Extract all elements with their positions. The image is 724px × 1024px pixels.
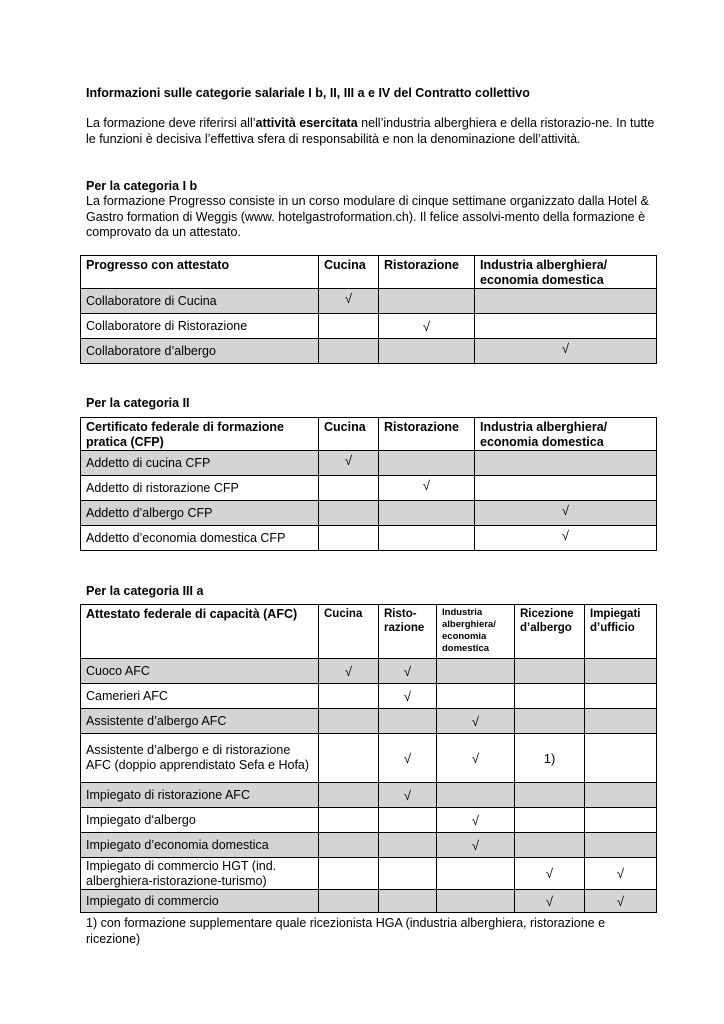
check-mark: √ [319, 659, 379, 684]
row-label: Addetto di ristorazione CFP [81, 476, 319, 501]
table-cell [319, 476, 379, 501]
table-cell [379, 858, 437, 890]
section-heading-cat-ib: Per la categoria I b [86, 179, 198, 193]
column-header: Progresso con attestato [81, 256, 319, 289]
column-header: Industria alberghiera/ economia domestica [475, 256, 657, 289]
check-mark: √ [379, 659, 437, 684]
table-cell [585, 808, 657, 833]
table-cell [585, 783, 657, 808]
table-cell [437, 858, 515, 890]
table-cell [515, 808, 585, 833]
table-cell [379, 833, 437, 858]
table-cat-ib [80, 255, 657, 364]
row-label: Assistente d’albergo AFC [81, 709, 319, 734]
table-cell [437, 783, 515, 808]
table-cell [379, 339, 475, 364]
check-mark: √ [475, 339, 657, 364]
check-mark: √ [319, 289, 379, 314]
column-header: Attestato federale di capacità (AFC) [81, 605, 319, 659]
intro-text-after: nell’industria alberghiera e della ristorazio-ne. In tutte le funzioni è decisiva l’effettiva sfera di responsabilità e non la denominazione dell’attività. [86, 116, 655, 146]
row-label: Collaboratore di Ristorazione [81, 314, 319, 339]
table-row [81, 890, 657, 913]
table-cell [379, 808, 437, 833]
check-mark: √ [379, 314, 475, 339]
table-cell [515, 684, 585, 709]
table-cat-iiia [80, 604, 657, 913]
row-label: Assistente d’albergo e di ristorazione AFC (doppio apprendistato Sefa e Hofa) [81, 734, 319, 783]
table-cell [379, 501, 475, 526]
table-cell [437, 684, 515, 709]
table-cell [515, 659, 585, 684]
table-cell [585, 684, 657, 709]
table-cell [319, 783, 379, 808]
table-row [81, 684, 657, 709]
table-cell [319, 684, 379, 709]
row-label: Impiegato di commercio HGT (ind. alberghiera-ristorazione-turismo) [81, 858, 319, 890]
row-label: Camerieri AFC [81, 684, 319, 709]
table-cell [515, 833, 585, 858]
table-row [81, 526, 657, 551]
table-cell [585, 734, 657, 783]
table-cell [319, 709, 379, 734]
table-cell [319, 833, 379, 858]
table-row [81, 808, 657, 833]
table-row [81, 709, 657, 734]
check-mark: √ [437, 808, 515, 833]
table-cell [319, 526, 379, 551]
table-row [81, 314, 657, 339]
row-label: Addetto d’economia domestica CFP [81, 526, 319, 551]
table-cell [475, 451, 657, 476]
column-header: Risto-razione [379, 605, 437, 659]
table-cell [319, 314, 379, 339]
check-mark: √ [379, 684, 437, 709]
check-mark: √ [475, 501, 657, 526]
intro-paragraph [86, 116, 656, 147]
intro-text-bold: attività esercitata [255, 116, 358, 130]
table-cell [475, 289, 657, 314]
table-cat-ii [80, 417, 657, 551]
table-cell [515, 709, 585, 734]
table-cell [379, 451, 475, 476]
table-row [81, 289, 657, 314]
row-label: Impiegato di commercio [81, 890, 319, 913]
check-mark: √ [379, 734, 437, 783]
table-cell [475, 314, 657, 339]
table-cell [379, 289, 475, 314]
column-header: Impiegati d’ufficio [585, 605, 657, 659]
column-header: Ricezione d’albergo [515, 605, 585, 659]
table-header-row [81, 418, 657, 451]
column-header: Industria alberghiera/ economia domestica [475, 418, 657, 451]
check-mark: √ [585, 858, 657, 890]
section-heading-cat-iiia: Per la categoria III a [86, 584, 204, 598]
table-row [81, 476, 657, 501]
check-mark: √ [437, 734, 515, 783]
row-label: Addetto d’albergo CFP [81, 501, 319, 526]
table-row [81, 451, 657, 476]
check-mark: √ [319, 451, 379, 476]
table-cell [379, 890, 437, 913]
table-row [81, 734, 657, 783]
table-header-row [81, 605, 657, 659]
table-cell [585, 659, 657, 684]
table-row [81, 783, 657, 808]
row-label: Collaboratore di Cucina [81, 289, 319, 314]
table-row [81, 339, 657, 364]
table-cell [515, 783, 585, 808]
table-header-row [81, 256, 657, 289]
document-title: Informazioni sulle categorie salariale I b, II, III a e IV del Contratto collettivo [86, 86, 530, 100]
cat-ib-description: La formazione Progresso consiste in un corso modulare di cinque settimane organizzato dalla Hotel & Gastro formation di Weggis (www. hotelgastroformation.ch). Il felice assolvi-mento della formazione è comprovato da un attestato. [86, 194, 649, 239]
intro-text-before: La formazione deve riferirsi all’ [86, 116, 256, 130]
table-cell [379, 709, 437, 734]
row-label: Impiegato d’economia domestica [81, 833, 319, 858]
column-header: Cucina [319, 418, 379, 451]
column-header: Cucina [319, 256, 379, 289]
check-mark: √ [437, 833, 515, 858]
check-mark: √ [437, 709, 515, 734]
table-row [81, 833, 657, 858]
row-label: Impiegato d‘albergo [81, 808, 319, 833]
table-cell [437, 659, 515, 684]
table-row [81, 659, 657, 684]
table-cell [319, 808, 379, 833]
check-mark: √ [585, 890, 657, 913]
check-mark: √ [379, 783, 437, 808]
column-header: Ristorazione [379, 418, 475, 451]
table-cell [319, 890, 379, 913]
table-row [81, 858, 657, 890]
column-header: Industria alberghiera/ economia domestica [437, 605, 515, 659]
row-label: Collaboratore d’albergo [81, 339, 319, 364]
table-cell [379, 526, 475, 551]
column-header: Certificato federale di formazione pratica (CFP) [81, 418, 319, 451]
table-footnote: 1) con formazione supplementare quale ricezionista HGA (industria alberghiera, ristorazione e ricezione) [86, 916, 606, 946]
check-mark: √ [475, 526, 657, 551]
table-cell [319, 858, 379, 890]
table-cell [437, 890, 515, 913]
row-label: Cuoco AFC [81, 659, 319, 684]
check-mark: √ [515, 858, 585, 890]
row-label: Impiegato di ristorazione AFC [81, 783, 319, 808]
footnote-marker: 1) [515, 734, 585, 783]
check-mark: √ [379, 476, 475, 501]
row-label: Addetto di cucina CFP [81, 451, 319, 476]
column-header: Cucina [319, 605, 379, 659]
table-cell [585, 833, 657, 858]
table-cell [319, 339, 379, 364]
table-cell [319, 734, 379, 783]
table-cell [475, 476, 657, 501]
check-mark: √ [515, 890, 585, 913]
table-row [81, 501, 657, 526]
section-heading-cat-ii: Per la categoria II [86, 396, 190, 410]
column-header: Ristorazione [379, 256, 475, 289]
table-cell [319, 501, 379, 526]
table-cell [585, 709, 657, 734]
